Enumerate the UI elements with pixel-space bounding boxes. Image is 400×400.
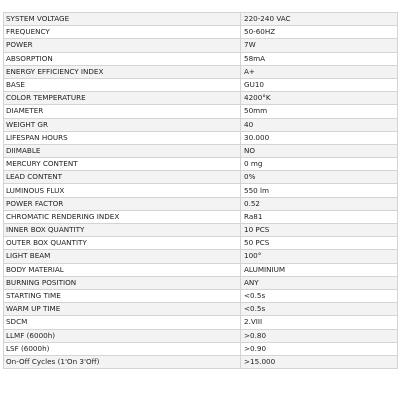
spec-row-lead-content [4,171,398,184]
spec-table [3,12,398,369]
spec-value: NO [241,144,398,157]
spec-row-power-factor [4,197,398,210]
spec-label: LIFESPAN HOURS [4,131,241,144]
spec-row-outer-box-quantity [4,237,398,250]
spec-value: <0.5s [241,289,398,302]
spec-value: 550 lm [241,184,398,197]
spec-value: A+ [241,65,398,78]
spec-row-energy-efficiency-index [4,65,398,78]
spec-value: 10 PCS [241,224,398,237]
spec-label: BODY MATERIAL [4,263,241,276]
spec-label: OUTER BOX QUANTITY [4,237,241,250]
spec-row-light-beam [4,250,398,263]
spec-value: 0% [241,171,398,184]
spec-row-on-off-cycles [4,355,398,368]
spec-label: LIGHT BEAM [4,250,241,263]
spec-row-color-temperature [4,92,398,105]
spec-label: DIAMETER [4,105,241,118]
spec-label: On-Off Cycles (1'On 3'Off) [4,355,241,368]
spec-row-frequency [4,26,398,39]
spec-label: BURNING POSITION [4,276,241,289]
spec-value: 40 [241,118,398,131]
spec-label: COLOR TEMPERATURE [4,92,241,105]
spec-label: WARM UP TIME [4,303,241,316]
spec-value: 0.52 [241,197,398,210]
spec-row-luminous-flux [4,184,398,197]
spec-row-sdcm [4,316,398,329]
spec-row-dimmable [4,144,398,157]
spec-value: 50mm [241,105,398,118]
spec-label: FREQUENCY [4,26,241,39]
spec-label: LEAD CONTENT [4,171,241,184]
spec-row-body-material [4,263,398,276]
spec-value: 58mA [241,52,398,65]
spec-row-lsf [4,342,398,355]
spec-value: 50-60HZ [241,26,398,39]
spec-row-system-voltage [4,13,398,26]
spec-value: 2.VIII [241,316,398,329]
spec-label: INNER BOX QUANTITY [4,224,241,237]
spec-value: 7W [241,39,398,52]
spec-row-diameter [4,105,398,118]
spec-row-starting-time [4,289,398,302]
spec-row-burning-position [4,276,398,289]
spec-value: <0.5s [241,303,398,316]
spec-label: STARTING TIME [4,289,241,302]
spec-value: 0 mg [241,158,398,171]
spec-row-warm-up-time [4,303,398,316]
spec-label: SYSTEM VOLTAGE [4,13,241,26]
spec-row-inner-box-quantity [4,224,398,237]
spec-label: CHROMATIC RENDERING INDEX [4,210,241,223]
spec-row-base [4,78,398,91]
spec-label: MERCURY CONTENT [4,158,241,171]
spec-row-chromatic-rendering-index [4,210,398,223]
spec-value: >0.80 [241,329,398,342]
spec-label: LLMF (6000h) [4,329,241,342]
spec-value: 50 PCS [241,237,398,250]
spec-table-body [4,13,398,369]
spec-label: ABSORPTION [4,52,241,65]
spec-row-power [4,39,398,52]
spec-value: GU10 [241,78,398,91]
spec-label: DIIMABLE [4,144,241,157]
spec-value: 100° [241,250,398,263]
spec-label: LSF (6000h) [4,342,241,355]
spec-value: ANY [241,276,398,289]
spec-label: SDCM [4,316,241,329]
spec-label: POWER [4,39,241,52]
spec-label: POWER FACTOR [4,197,241,210]
spec-label: ENERGY EFFICIENCY INDEX [4,65,241,78]
spec-value: 30.000 [241,131,398,144]
spec-value: 220-240 VAC [241,13,398,26]
spec-label: LUMINOUS FLUX [4,184,241,197]
spec-value: Ra81 [241,210,398,223]
spec-label: BASE [4,78,241,91]
spec-value: >0.90 [241,342,398,355]
spec-value: >15.000 [241,355,398,368]
spec-row-absorption [4,52,398,65]
spec-value: ALUMINIUM [241,263,398,276]
spec-row-mercury-content [4,158,398,171]
spec-row-weight [4,118,398,131]
spec-value: 4200°K [241,92,398,105]
spec-row-llmf [4,329,398,342]
spec-label: WEIGHT GR [4,118,241,131]
spec-row-lifespan-hours [4,131,398,144]
